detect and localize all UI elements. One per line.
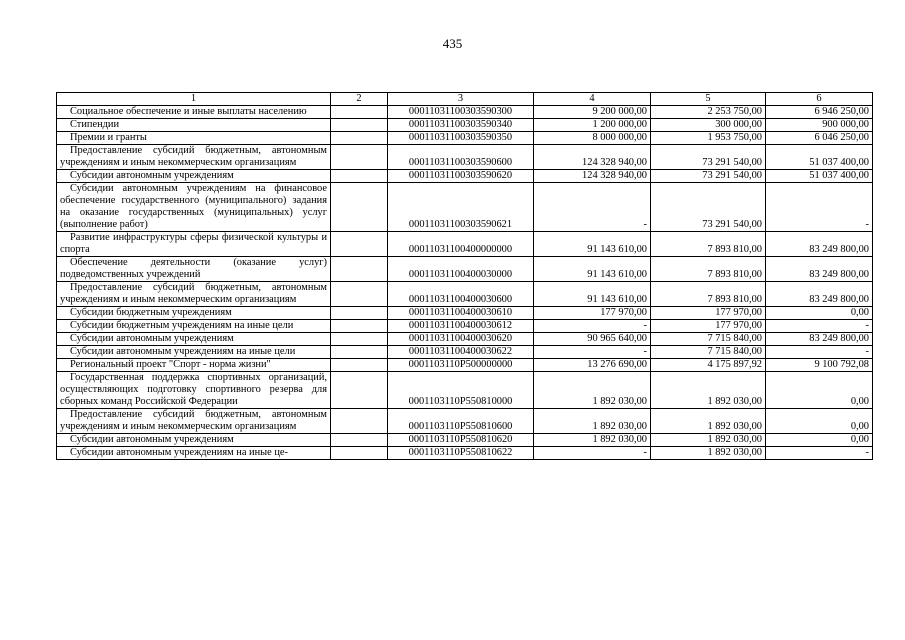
row-col2-cell bbox=[331, 282, 388, 307]
row-code-cell: 0001103110P550810000 bbox=[388, 372, 534, 409]
row-name-cell bbox=[57, 434, 331, 447]
row-value-col4-cell: 1 892 030,00 bbox=[534, 409, 651, 434]
row-value-col4-cell: 13 276 690,00 bbox=[534, 359, 651, 372]
row-name-cell bbox=[57, 145, 331, 170]
row-code-cell: 00011031100303590340 bbox=[388, 119, 534, 132]
row-value-col5-cell: 2 253 750,00 bbox=[651, 106, 766, 119]
row-value-col6-cell: 83 249 800,00 bbox=[766, 232, 873, 257]
row-value-col4-cell: - bbox=[534, 346, 651, 359]
column-header-6: 6 bbox=[766, 93, 873, 106]
row-code-cell: 00011031100400030000 bbox=[388, 257, 534, 282]
row-col2-cell bbox=[331, 409, 388, 434]
table-row bbox=[57, 372, 873, 409]
row-value-col5-cell: 73 291 540,00 bbox=[651, 183, 766, 232]
row-name-text: Субсидии автономным учреждениям bbox=[70, 333, 234, 344]
column-header-1: 1 bbox=[57, 93, 331, 106]
row-value-col6-cell: 51 037 400,00 bbox=[766, 170, 873, 183]
row-name-cell bbox=[57, 170, 331, 183]
row-code-cell: 00011031100303590620 bbox=[388, 170, 534, 183]
row-value-col5-cell: 1 892 030,00 bbox=[651, 434, 766, 447]
row-name-text: Государственная поддержка спортивных организаций, осуществляющих подготовку спортивного резерва для сборных команд Российской Федерации bbox=[60, 372, 327, 407]
row-col2-cell bbox=[331, 447, 388, 460]
row-col2-cell bbox=[331, 106, 388, 119]
row-value-col4-cell: 177 970,00 bbox=[534, 307, 651, 320]
table-row bbox=[57, 257, 873, 282]
row-value-col6-cell: - bbox=[766, 320, 873, 333]
row-name-cell bbox=[57, 333, 331, 346]
row-value-col6-cell: - bbox=[766, 183, 873, 232]
row-value-col5-cell: 4 175 897,92 bbox=[651, 359, 766, 372]
row-col2-cell bbox=[331, 359, 388, 372]
row-col2-cell bbox=[331, 372, 388, 409]
row-value-col5-cell: 1 892 030,00 bbox=[651, 409, 766, 434]
row-value-col5-cell: 177 970,00 bbox=[651, 307, 766, 320]
row-value-col4-cell: 90 965 640,00 bbox=[534, 333, 651, 346]
table-row bbox=[57, 170, 873, 183]
row-value-col4-cell: - bbox=[534, 320, 651, 333]
row-value-col6-cell: 9 100 792,08 bbox=[766, 359, 873, 372]
row-value-col5-cell: 73 291 540,00 bbox=[651, 145, 766, 170]
row-col2-cell bbox=[331, 434, 388, 447]
row-value-col6-cell: 0,00 bbox=[766, 307, 873, 320]
row-name-cell bbox=[57, 320, 331, 333]
row-value-col6-cell: 6 946 250,00 bbox=[766, 106, 873, 119]
row-name-text: Предоставление субсидий бюджетным, автономным учреждениям и иным некоммерческим организациям bbox=[60, 409, 327, 432]
row-value-col5-cell: 73 291 540,00 bbox=[651, 170, 766, 183]
row-name-cell bbox=[57, 232, 331, 257]
row-value-col4-cell: 1 892 030,00 bbox=[534, 434, 651, 447]
row-name-cell bbox=[57, 372, 331, 409]
row-value-col6-cell: 0,00 bbox=[766, 372, 873, 409]
row-value-col5-cell: 7 893 810,00 bbox=[651, 232, 766, 257]
row-code-cell: 00011031100400000000 bbox=[388, 232, 534, 257]
row-value-col4-cell: 91 143 610,00 bbox=[534, 257, 651, 282]
row-value-col6-cell: 83 249 800,00 bbox=[766, 282, 873, 307]
table-row bbox=[57, 434, 873, 447]
row-value-col6-cell: 0,00 bbox=[766, 434, 873, 447]
row-code-cell: 0001103110P550810600 bbox=[388, 409, 534, 434]
row-name-text: Премии и гранты bbox=[70, 132, 147, 143]
row-col2-cell bbox=[331, 170, 388, 183]
row-col2-cell bbox=[331, 132, 388, 145]
table-header-row bbox=[57, 93, 873, 106]
column-header-3: 3 bbox=[388, 93, 534, 106]
row-name-text: Субсидии бюджетным учреждениям на иные цели bbox=[70, 320, 294, 331]
row-name-text: Субсидии автономным учреждениям на иные цели bbox=[70, 346, 296, 357]
table-row bbox=[57, 183, 873, 232]
row-code-cell: 00011031100400030610 bbox=[388, 307, 534, 320]
row-value-col6-cell: 900 000,00 bbox=[766, 119, 873, 132]
row-value-col4-cell: 124 328 940,00 bbox=[534, 145, 651, 170]
row-value-col4-cell: 91 143 610,00 bbox=[534, 282, 651, 307]
row-col2-cell bbox=[331, 333, 388, 346]
column-header-2: 2 bbox=[331, 93, 388, 106]
row-value-col5-cell: 7 715 840,00 bbox=[651, 333, 766, 346]
table-row bbox=[57, 106, 873, 119]
table-body bbox=[57, 106, 873, 460]
row-name-cell bbox=[57, 183, 331, 232]
row-name-text: Региональный проект "Спорт - норма жизни" bbox=[70, 359, 271, 370]
column-header-4: 4 bbox=[534, 93, 651, 106]
row-name-cell bbox=[57, 447, 331, 460]
row-code-cell: 0001103110P550810620 bbox=[388, 434, 534, 447]
table-row bbox=[57, 119, 873, 132]
row-value-col5-cell: 1 953 750,00 bbox=[651, 132, 766, 145]
row-value-col4-cell: 91 143 610,00 bbox=[534, 232, 651, 257]
row-name-text: Развитие инфраструктуры сферы физической культуры и спорта bbox=[60, 232, 327, 255]
row-name-cell bbox=[57, 257, 331, 282]
table-row bbox=[57, 333, 873, 346]
row-col2-cell bbox=[331, 257, 388, 282]
table-row bbox=[57, 409, 873, 434]
row-value-col4-cell: 1 200 000,00 bbox=[534, 119, 651, 132]
row-name-cell bbox=[57, 119, 331, 132]
row-value-col6-cell: 83 249 800,00 bbox=[766, 333, 873, 346]
row-value-col5-cell: 300 000,00 bbox=[651, 119, 766, 132]
row-col2-cell bbox=[331, 232, 388, 257]
row-value-col5-cell: 1 892 030,00 bbox=[651, 447, 766, 460]
row-value-col5-cell: 7 893 810,00 bbox=[651, 257, 766, 282]
column-header-5: 5 bbox=[651, 93, 766, 106]
row-value-col6-cell: 83 249 800,00 bbox=[766, 257, 873, 282]
row-value-col4-cell: - bbox=[534, 447, 651, 460]
row-code-cell: 00011031100303590621 bbox=[388, 183, 534, 232]
row-value-col5-cell: 7 715 840,00 bbox=[651, 346, 766, 359]
row-name-cell bbox=[57, 359, 331, 372]
table-row bbox=[57, 346, 873, 359]
table-row bbox=[57, 232, 873, 257]
budget-table bbox=[56, 92, 873, 460]
row-name-cell bbox=[57, 282, 331, 307]
table-row bbox=[57, 447, 873, 460]
row-code-cell: 0001103110P500000000 bbox=[388, 359, 534, 372]
row-code-cell: 00011031100400030600 bbox=[388, 282, 534, 307]
row-name-text: Субсидии автономным учреждениям на финансовое обеспечение государственного (муниципального) задания на оказание государственных (муниципальных) услуг (выполнение работ) bbox=[60, 183, 327, 230]
table-row bbox=[57, 320, 873, 333]
table-row bbox=[57, 359, 873, 372]
row-value-col4-cell: 8 000 000,00 bbox=[534, 132, 651, 145]
row-value-col6-cell: - bbox=[766, 447, 873, 460]
table-row bbox=[57, 307, 873, 320]
row-name-text: Социальное обеспечение и иные выплаты населению bbox=[70, 106, 307, 117]
row-name-text: Стипендии bbox=[70, 119, 120, 130]
row-code-cell: 00011031100303590300 bbox=[388, 106, 534, 119]
row-code-cell: 00011031100400030622 bbox=[388, 346, 534, 359]
row-col2-cell bbox=[331, 346, 388, 359]
row-value-col4-cell: 1 892 030,00 bbox=[534, 372, 651, 409]
table-row bbox=[57, 132, 873, 145]
row-code-cell: 00011031100303590350 bbox=[388, 132, 534, 145]
row-code-cell: 00011031100400030612 bbox=[388, 320, 534, 333]
row-code-cell: 00011031100303590600 bbox=[388, 145, 534, 170]
row-value-col6-cell: - bbox=[766, 346, 873, 359]
row-value-col5-cell: 177 970,00 bbox=[651, 320, 766, 333]
row-col2-cell bbox=[331, 183, 388, 232]
row-value-col5-cell: 7 893 810,00 bbox=[651, 282, 766, 307]
row-value-col6-cell: 0,00 bbox=[766, 409, 873, 434]
row-col2-cell bbox=[331, 320, 388, 333]
row-name-text: Субсидии автономным учреждениям bbox=[70, 434, 234, 445]
row-name-cell bbox=[57, 106, 331, 119]
row-code-cell: 00011031100400030620 bbox=[388, 333, 534, 346]
row-name-cell bbox=[57, 346, 331, 359]
page-number: 435 bbox=[442, 36, 463, 51]
table-row bbox=[57, 282, 873, 307]
row-name-text: Предоставление субсидий бюджетным, автономным учреждениям и иным некоммерческим организациям bbox=[60, 145, 327, 168]
row-name-text: Субсидии бюджетным учреждениям bbox=[70, 307, 232, 318]
row-value-col6-cell: 6 046 250,00 bbox=[766, 132, 873, 145]
row-name-cell bbox=[57, 307, 331, 320]
row-col2-cell bbox=[331, 307, 388, 320]
row-name-text: Обеспечение деятельности (оказание услуг) подведомственных учреждений bbox=[60, 257, 327, 280]
row-value-col4-cell: - bbox=[534, 183, 651, 232]
row-col2-cell bbox=[331, 145, 388, 170]
row-value-col4-cell: 124 328 940,00 bbox=[534, 170, 651, 183]
row-name-text: Субсидии автономным учреждениям на иные це- bbox=[70, 447, 288, 458]
row-value-col5-cell: 1 892 030,00 bbox=[651, 372, 766, 409]
row-value-col6-cell: 51 037 400,00 bbox=[766, 145, 873, 170]
row-value-col4-cell: 9 200 000,00 bbox=[534, 106, 651, 119]
row-name-text: Субсидии автономным учреждениям bbox=[70, 170, 234, 181]
row-name-text: Предоставление субсидий бюджетным, автономным учреждениям и иным некоммерческим организациям bbox=[60, 282, 327, 305]
table-row bbox=[57, 145, 873, 170]
row-name-cell bbox=[57, 132, 331, 145]
row-code-cell: 0001103110P550810622 bbox=[388, 447, 534, 460]
row-name-cell bbox=[57, 409, 331, 434]
row-col2-cell bbox=[331, 119, 388, 132]
